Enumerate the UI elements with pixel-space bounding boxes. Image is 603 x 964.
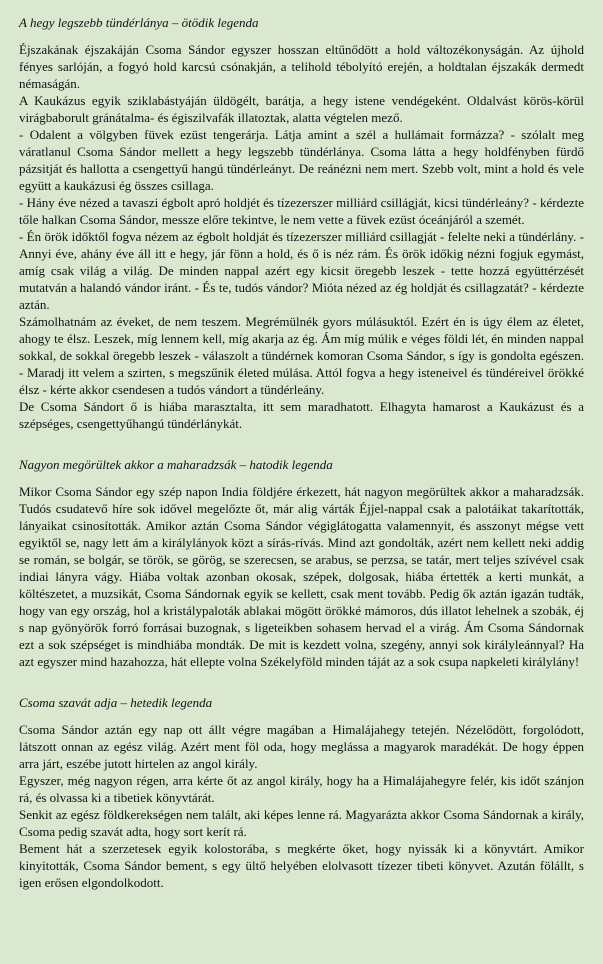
legend-section-6 — [19, 456, 584, 670]
paragraph: Egyszer, még nagyon régen, arra kérte őt az angol király, hogy ha a Himalájahegyre felér, kis időt szánjon rá, és olvassa ki a tibetiek könyvtárát. — [19, 773, 584, 805]
legend-section-7 — [19, 694, 584, 891]
paragraph: A Kaukázus egyik sziklabástyáján üldögélt, barátja, a hegy istene vendégeként. Oldalvást körös-körül virágbaborult gránátalma- és égiszilvafák illatoztak, alatta végtelen mező. — [19, 93, 584, 125]
paragraph: - Én örök időktől fogva nézem az égbolt holdját és tízezerszer milliárd csillagját - felelte neki a tündérlány. - Annyi éve, ahány éve áll itt e hegy, jár fönn a hold, és ő is néz rám. És örök időkig nézni fogjuk egymást, amíg csak világ a világ. De minden nappal azért egy kicsit öregebb leszek - tette hozzá együttérzését mutatván a halandó vándor iránt. - És te, tudós vándor? Mióta nézed az ég holdját és csillagzatát? - kérdezte aztán. — [19, 229, 584, 312]
section-title: Csoma szavát adja – hetedik legenda — [19, 695, 213, 710]
paragraph: Csoma Sándor aztán egy nap ott állt végre magában a Himalájahegy tetején. Nézelődött, forgolódott, látszott onnan az egész világ. Azért ment föl oda, hogy meglássa a magyarok maradékát. De hogy éppen arra járt, eszébe jutott hirtelen az angol király. — [19, 722, 584, 771]
paragraph: Mikor Csoma Sándor egy szép napon India földjére érkezett, hát nagyon megörültek akkor a maharadzsák. Tudós csudatevő híre sok idővel megelőzte őt, már alig várták Éjjel-nappal csak a palotáikat takarították, lányaikat csinosították. Amikor aztán Csoma Sándor végiglátogatta valamennyit, és asszonyt mégse vett egyiktől se, nagy lett ám a királylányok közt a sírás-rívás. Mind azt gondolták, azért nem kellett neki addig se román, se bolgár, se török, se görög, se szerecsen, se arabus, se perzsa, se tatár, mert teljes szívével csak indiai lányra vágy. Hiába voltak azonban okosak, szépek, dolgosak, hiába értették a kerti munkát, a költészetet, a muzsikát, Csoma Sándornak egyik se kellett, csak ment tovább. Pedig ők aztán igazán tudták, hogy van egy ország, hol a kristálypaloták ablakai mögött örökké mámoros, dús illatot lehelnek a szobák, éj s nap gyönyörök forró forrásai buzognak, s ligeteikben sohasem hervad el a virág. Ám Csoma Sándornak ezt a sok szépséget is mindhiába mondták. De mit is kezdett volna, szegény, annyi sok királyleánnyal? Ha azt egyszer mind hazahozza, hát ellepte volna Székelyföld minden táját az a sok csupa napkeleti királylány! — [19, 484, 584, 669]
paragraph: Senkit az egész földkerekségen nem talált, aki képes lenne rá. Magyarázta akkor Csoma Sándornak a király, Csoma pedig szavát adta, hogy sort kerít rá. — [19, 807, 584, 839]
section-title: A hegy legszebb tündérlánya – ötödik legenda — [19, 15, 259, 30]
paragraph: - Hány éve nézed a tavaszi égbolt apró holdjét és tízezerszer milliárd csillágját, kicsi tündérleány? - kérdezte tőle halkan Csoma Sándor, messze előre tekintve, le nem vette a füvek ezüst óceánjáról a szemét. — [19, 195, 584, 227]
section-title: Nagyon megörültek akkor a maharadzsák – hatodik legenda — [19, 457, 333, 472]
legend-section-5 — [19, 14, 584, 432]
paragraph: - Odalent a völgyben füvek ezüst tengerárja. Látja amint a szél a hullámait formázza? - szólalt meg váratlanul Csoma Sándor mellett a hegy legszebb tündérlánya. Csoma látta a hegy holdfényben fürdő pázsitját és hallotta a csengettyű hangú tündérleányt. De reánézni nem mert. Szebb volt, mint a hold és vele együtt a kaukázusi ég összes csillaga. — [19, 127, 584, 193]
paragraph: Bement hát a szerzetesek egyik kolostorába, s megkérte őket, hogy nyissák ki a könyvtárt. Amikor kinyitották, Csoma Sándor bement, s egy ültő helyében elolvasott tízezer tibeti könyvet. Azután fölállt, s igen erősen elgondolkodott. — [19, 841, 584, 890]
paragraph: Éjszakának éjszakáján Csoma Sándor egyszer hosszan eltűnődött a hold változékonyságán. Az újhold fényes sarlóján, a fogyó hold karcsú csónakján, a telihold tébolyító erején, a holdtalan éjszakák dermedt némaságán. — [19, 42, 584, 91]
paragraph: De Csoma Sándort ő is hiába marasztalta, itt sem maradhatott. Elhagyta hamarost a Kaukázust és a szépséges, csengettyűhangú tündérlánykát. — [19, 399, 584, 431]
paragraph: Számolhatnám az éveket, de nem teszem. Megrémülnék gyors múlásuktól. Ezért én is úgy élem az életet, ahogy te élsz. Leszek, míg lennem kell, míg akarja az ég. Ám míg múlik e véges földi lét, én minden nappal sokkal, de sokkal öregebb leszek - válaszolt a tündérnek komoran Csoma Sándor, s így is gondolta egészen. - Maradj itt velem a szirten, s megszűnik életed múlása. Attól fogva a hegy isteneivel és tündéreivel örökké élsz - kérte akkor csendesen a tudós vándort a tündérleány. — [19, 314, 584, 397]
